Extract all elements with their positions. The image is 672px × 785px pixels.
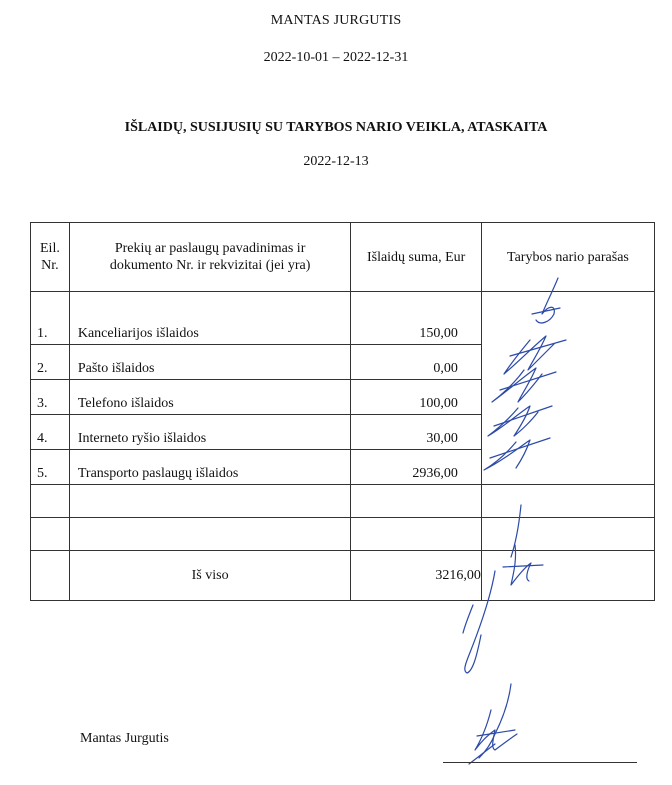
row-number: 1. — [31, 292, 70, 345]
column-header-number — [31, 223, 70, 292]
row-number: 3. — [31, 380, 70, 415]
signature-mark — [470, 270, 580, 490]
row-description: Kanceliarijos išlaidos — [69, 292, 351, 345]
row-amount: 150,00 — [351, 292, 482, 345]
row-number: 5. — [31, 450, 70, 485]
signature-mark — [455, 680, 535, 770]
row-amount: 30,00 — [351, 415, 482, 450]
total-label: Iš viso — [69, 551, 351, 601]
column-header-number-line2: Nr. — [41, 258, 59, 273]
row-description: Pašto išlaidos — [69, 345, 351, 380]
signer-name: Mantas Jurgutis — [80, 731, 169, 746]
empty-row — [31, 518, 655, 551]
column-header-signature: Tarybos nario parašas — [481, 223, 654, 292]
column-header-description-line1: Prekių ar paslaugų pavadinimas ir — [114, 241, 306, 256]
empty-cell — [31, 485, 70, 518]
total-amount: 3216,00 — [351, 551, 482, 601]
column-header-amount: Išlaidų suma, Eur — [351, 223, 482, 292]
column-header-number-line1: Eil. — [40, 241, 60, 256]
empty-cell — [69, 518, 351, 551]
total-number-cell — [31, 551, 70, 601]
row-amount: 0,00 — [351, 345, 482, 380]
row-description: Transporto paslaugų išlaidos — [69, 450, 351, 485]
column-header-description — [69, 223, 351, 292]
row-amount: 100,00 — [351, 380, 482, 415]
empty-cell — [69, 485, 351, 518]
total-row — [31, 551, 655, 601]
person-name: MANTAS JURGUTIS — [270, 13, 402, 28]
signature-line — [443, 762, 637, 763]
report-period: 2022-10-01 – 2022-12-31 — [263, 50, 409, 65]
row-description: Telefono išlaidos — [69, 380, 351, 415]
report-title: IŠLAIDŲ, SUSIJUSIŲ SU TARYBOS NARIO VEIKLA, ATASKAITA — [124, 120, 548, 135]
row-number: 2. — [31, 345, 70, 380]
row-number: 4. — [31, 415, 70, 450]
report-date: 2022-12-13 — [303, 154, 369, 169]
column-header-description-line2: dokumento Nr. ir rekvizitai (jei yra) — [109, 258, 311, 273]
signature-mark — [455, 505, 555, 685]
row-amount: 2936,00 — [351, 450, 482, 485]
row-description: Interneto ryšio išlaidos — [69, 415, 351, 450]
empty-cell — [31, 518, 70, 551]
